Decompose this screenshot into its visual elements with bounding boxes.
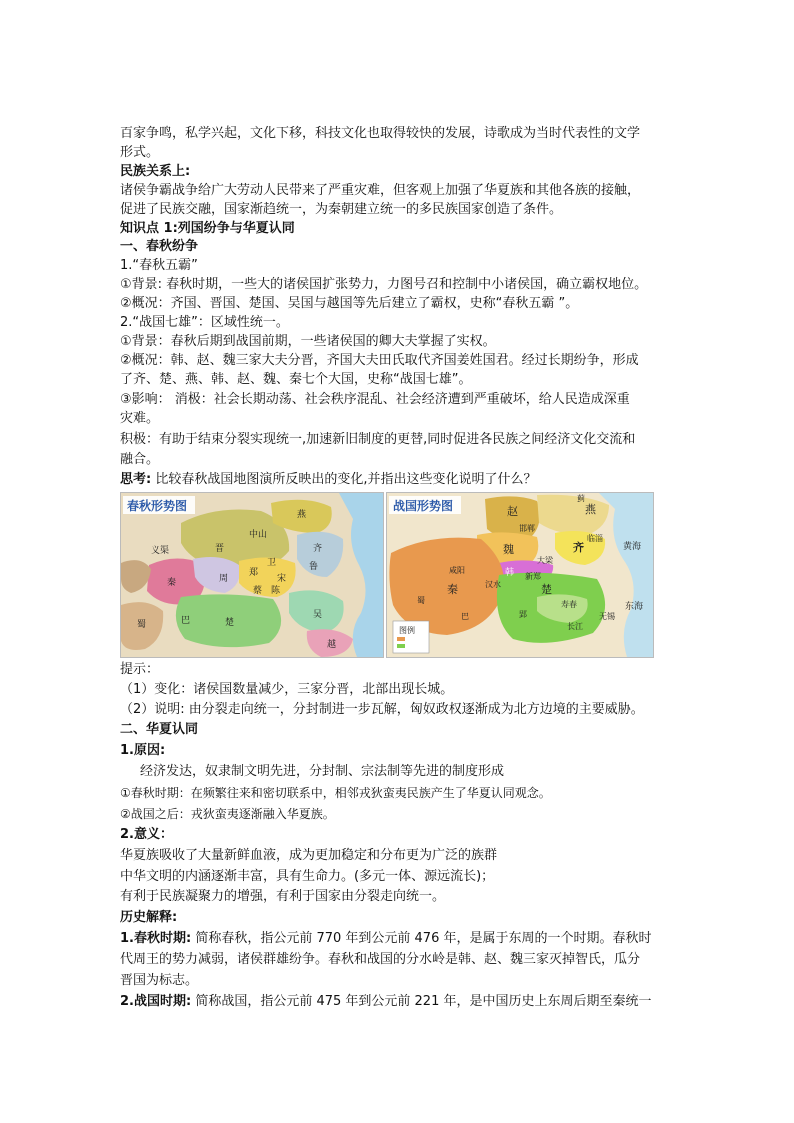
svg-text:中山: 中山 (249, 530, 268, 540)
svg-text:寿春: 寿春 (561, 600, 577, 609)
svg-text:越: 越 (327, 640, 337, 650)
svg-text:义渠: 义渠 (151, 546, 170, 556)
section-heading: 2.意义： (120, 827, 173, 842)
svg-text:郑: 郑 (249, 568, 259, 578)
text-line: 了齐、楚、燕、韩、赵、魏、秦七个大国，史称“战国七雄”。 (120, 372, 472, 387)
zhanguo-map-image (387, 493, 653, 657)
text-line: ①春秋时期：在频繁往来和密切联系中，相邻戎狄蛮夷民族产生了华夏认同观念。 (120, 786, 551, 800)
svg-text:鲁: 鲁 (309, 562, 319, 572)
text-line: 积极：有助于结束分裂实现统一,加速新旧制度的更替,同时促进各民族之间经济文化交流和 (120, 432, 636, 447)
text-line: ③影响： 消极：社会长期动荡、社会秩序混乱、社会经济遭到严重破坏，给人民造成深重 (120, 392, 630, 407)
svg-text:邯郸: 邯郸 (519, 524, 535, 533)
term-label: 2.战国时期: (120, 994, 192, 1009)
svg-text:齐: 齐 (313, 544, 323, 554)
section-heading: 知识点 1:列国纷争与华夏认同 (120, 221, 295, 236)
svg-text:巴: 巴 (181, 616, 191, 626)
text-line: 代周王的势力减弱，诸侯群雄纷争。春秋和战国的分水岭是韩、赵、魏三家灭掉智氏，瓜分 (120, 952, 641, 967)
svg-text:大梁: 大梁 (537, 556, 553, 565)
svg-text:燕: 燕 (585, 503, 596, 516)
svg-text:秦: 秦 (167, 578, 177, 588)
term-line (120, 931, 651, 947)
text-line: ①背景：春秋后期到战国前期，一些诸侯国的卿大夫掌握了实权。 (120, 334, 496, 349)
svg-text:陈: 陈 (271, 586, 281, 596)
term-line (120, 994, 651, 1010)
svg-text:吴: 吴 (313, 610, 323, 620)
svg-text:赵: 赵 (507, 505, 518, 518)
text-line: 提示： (120, 662, 160, 677)
text-line: 华夏族吸收了大量新鲜血液，成为更加稳定和分布更为广泛的族群 (120, 848, 498, 863)
svg-text:楚: 楚 (541, 583, 552, 596)
svg-text:巴: 巴 (461, 612, 469, 621)
svg-text:无锡: 无锡 (599, 612, 615, 621)
svg-text:黄海: 黄海 (623, 542, 642, 552)
svg-text:郢: 郢 (519, 610, 527, 619)
svg-text:蜀: 蜀 (137, 620, 147, 630)
svg-text:卫: 卫 (267, 558, 277, 568)
zhanguo-map (386, 492, 654, 658)
svg-text:临淄: 临淄 (587, 534, 603, 543)
svg-text:晋: 晋 (215, 544, 225, 554)
svg-text:咸阳: 咸阳 (449, 566, 465, 575)
svg-text:韩: 韩 (505, 568, 515, 578)
think-line (120, 472, 536, 488)
text-line: ①背景: 春秋时期，一些大的诸侯国扩张势力，力图号召和控制中小诸侯国，确立霸权地位。 (120, 277, 648, 292)
text-line: 百家争鸣，私学兴起，文化下移，科技文化也取得较快的发展，诗歌成为当时代表性的文学 (120, 126, 641, 141)
section-heading: 民族关系上: (120, 164, 191, 179)
section-heading: 二、华夏认同 (120, 722, 199, 737)
text-line: 形式。 (120, 145, 160, 160)
term-label: 1.春秋时期: (120, 931, 192, 946)
text-line: 促进了民族交融，国家渐趋统一，为秦朝建立统一的多民族国家创造了条件。 (120, 202, 563, 217)
text-line: ②战国之后：戎狄蛮夷逐渐融入华夏族。 (120, 807, 335, 821)
svg-text:周: 周 (219, 574, 229, 584)
text-line: （1）变化：诸侯国数量减少，三家分晋，北部出现长城。 (120, 682, 454, 697)
text-line: （2）说明: 由分裂走向统一，分封制进一步瓦解，匈奴政权逐渐成为北方边境的主要威胁。 (120, 702, 644, 717)
section-heading: 一、春秋纷争 (120, 239, 199, 254)
svg-text:蔡: 蔡 (253, 586, 263, 596)
svg-text:秦: 秦 (447, 583, 458, 596)
svg-text:汉水: 汉水 (485, 580, 501, 589)
svg-text:蜀: 蜀 (417, 596, 425, 605)
text-line: ②概况：韩、赵、魏三家大夫分晋，齐国大夫田氏取代齐国姜姓国君。经过长期纷争，形成 (120, 353, 639, 368)
svg-text:魏: 魏 (503, 543, 514, 556)
svg-text:蓟: 蓟 (577, 494, 585, 503)
think-text: 比较春秋战国地图演所反映出的变化,并指出这些变化说明了什么？ (151, 472, 537, 487)
maps-figure (120, 492, 654, 656)
think-label: 思考: (120, 472, 152, 487)
term-text: 简称战国，指公元前 475 年到公元前 221 年，是中国历史上东周后期至秦统一 (191, 994, 652, 1009)
section-heading: 1.原因: (120, 743, 166, 758)
text-line: 融合。 (120, 452, 160, 467)
section-heading: 历史解释: (120, 910, 178, 925)
chunqiu-map-title: 春秋形势图 (127, 499, 188, 513)
chunqiu-map (120, 492, 384, 658)
svg-text:宋: 宋 (277, 574, 287, 584)
text-line: 诸侯争霸战争给广大劳动人民带来了严重灾难，但客观上加强了华夏族和其他各族的接触， (120, 183, 641, 198)
text-line: 中华文明的内涵逐渐丰富，具有生命力。(多元一体、源远流长)； (120, 869, 495, 884)
text-line: 晋国为标志。 (120, 973, 199, 988)
text-line: 经济发达，奴隶制文明先进，分封制、宗法制等先进的制度形成 (140, 764, 505, 779)
text-line: 2.“战国七雄”：区域性统一。 (120, 315, 289, 330)
zhanguo-map-title: 战国形势图 (393, 499, 454, 513)
map-legend-title: 图例 (399, 626, 415, 635)
svg-text:长江: 长江 (567, 622, 583, 631)
svg-text:新郑: 新郑 (525, 572, 541, 581)
text-line: 有利于民族凝聚力的增强，有利于国家由分裂走向统一。 (120, 889, 446, 904)
term-text: 简称春秋，指公元前 770 年到公元前 476 年，是属于东周的一个时期。春秋时 (191, 931, 652, 946)
text-line: 灾难。 (120, 411, 160, 426)
text-line: 1.“春秋五霸” (120, 258, 198, 273)
chunqiu-map-image (121, 493, 383, 657)
svg-text:楚: 楚 (225, 618, 235, 628)
svg-text:燕: 燕 (297, 510, 307, 520)
svg-text:齐: 齐 (573, 541, 584, 554)
text-line: ②概况：齐国、晋国、楚国、吴国与越国等先后建立了霸权，史称“春秋五霸 ”。 (120, 296, 579, 311)
svg-text:东海: 东海 (625, 602, 644, 612)
